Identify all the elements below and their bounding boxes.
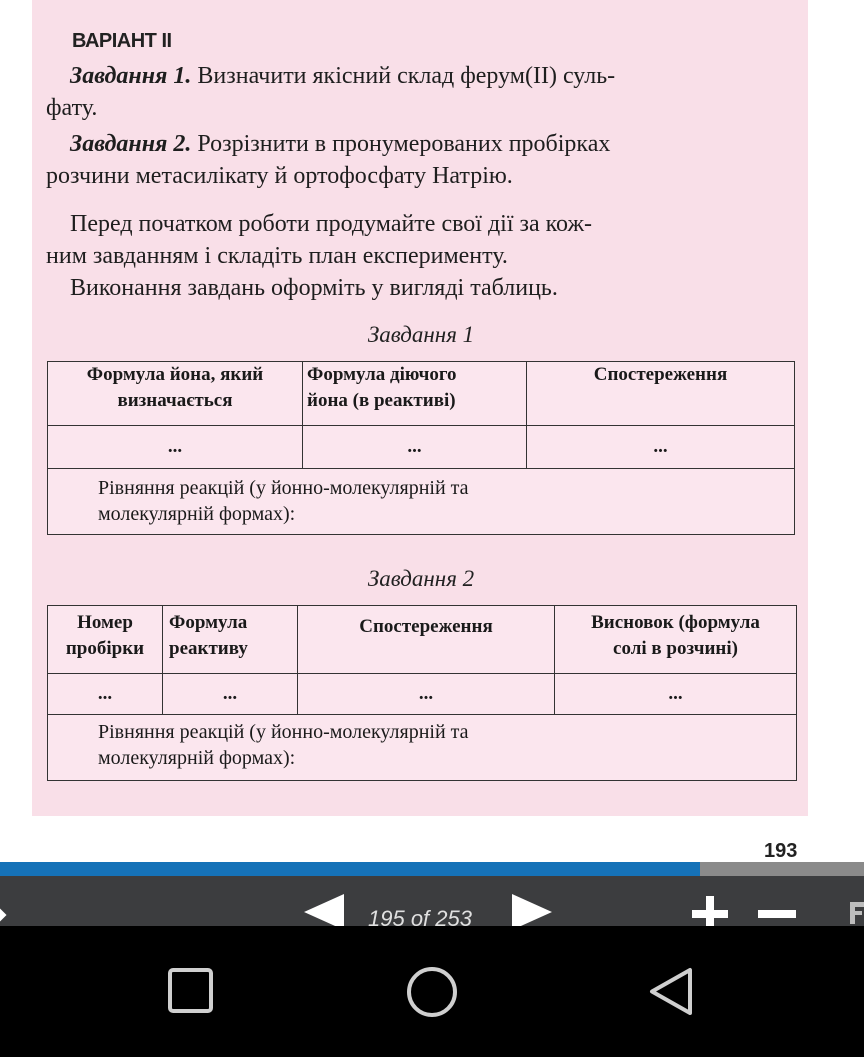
table1 (47, 361, 795, 535)
instructions-line3: Виконання завдань оформіть у вигляді таблиць. (70, 275, 558, 301)
page-number: 193 (764, 840, 798, 862)
variant-heading: ВАРІАНТ ІІ (72, 30, 172, 52)
back-chevron-icon[interactable] (0, 902, 10, 926)
table1-caption: Завдання 1 (367, 322, 475, 347)
table2-cell: ... (48, 674, 163, 715)
page-counter: 195 of 253 (368, 906, 472, 926)
instructions-line1: Перед початком роботи продумайте свої дії за кож- (70, 211, 593, 237)
table2-cell: ... (163, 674, 298, 715)
task1-paragraph (46, 60, 796, 124)
reading-progress-bar[interactable] (0, 862, 864, 876)
task1-label: Завдання 1. (70, 63, 192, 89)
table2-header-conclusion: Висновок (формула солі в розчині) (555, 606, 797, 674)
task2-label: Завдання 2. (70, 131, 192, 157)
task1-text-line1: Визначити якісний склад ферум(ІІ) суль- (197, 63, 616, 89)
reading-progress-fill (0, 862, 700, 876)
table2-cell: ... (298, 674, 555, 715)
next-page-icon[interactable] (508, 892, 556, 926)
task2-paragraph (46, 128, 796, 192)
table2-header-reagent-formula: Формула реактиву (163, 606, 298, 674)
table1-cell: ... (303, 426, 527, 469)
table1-cell: ... (48, 426, 303, 469)
zoom-in-icon[interactable] (690, 894, 730, 926)
instructions-paragraph (46, 208, 796, 304)
table2-cell: ... (555, 674, 797, 715)
task2-text-line1: Розрізнити в пронумерованих пробірках (197, 131, 611, 157)
task2-text-line2: розчини метасилікату й ортофосфату Натрію. (46, 163, 513, 189)
recent-apps-icon[interactable] (166, 966, 216, 1016)
table2-header-tube-number: Номер пробірки (48, 606, 163, 674)
back-icon[interactable] (646, 966, 696, 1018)
zoom-out-icon[interactable] (756, 894, 798, 926)
home-icon[interactable] (404, 964, 460, 1020)
table2 (47, 605, 797, 781)
table1-equation-row: Рівняння реакцій (у йонно-молекулярній та молекулярній формах): (48, 469, 795, 535)
table2-equation-row: Рівняння реакцій (у йонно-молекулярній та молекулярній формах): (48, 715, 797, 781)
system-navigation-bar (0, 926, 864, 1057)
table2-header-observation: Спостереження (298, 606, 555, 674)
table1-header-observation: Спостереження (527, 362, 795, 426)
table1-cell: ... (527, 426, 795, 469)
instructions-line2: ним завданням і складіть план експерименту. (46, 243, 508, 269)
table1-header-ion-formula: Формула йона, який визначається (48, 362, 303, 426)
previous-page-icon[interactable] (300, 892, 348, 926)
viewer-toolbar (0, 876, 864, 926)
table2-caption: Завдання 2 (367, 566, 475, 591)
task1-text-line2: фату. (46, 95, 98, 121)
table1-header-reagent-ion: Формула діючого йона (в реактиві) (303, 362, 527, 426)
fit-page-icon[interactable] (848, 898, 864, 926)
